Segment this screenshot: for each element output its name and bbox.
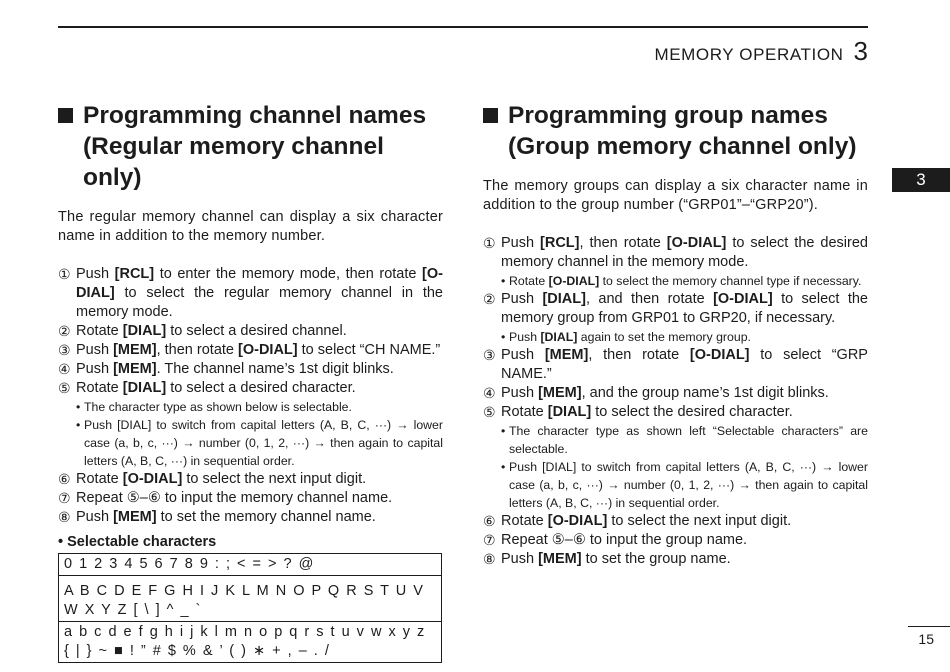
section-title: MEMORY OPERATION — [654, 45, 844, 64]
step-item — [483, 531, 868, 550]
step-list — [58, 265, 443, 527]
square-bullet-icon — [58, 108, 73, 123]
text-run: to select a desired character. — [166, 380, 356, 396]
step-number: ② — [58, 323, 71, 339]
step-item — [483, 290, 868, 328]
bullet-icon: • — [76, 400, 81, 414]
step-item — [483, 384, 868, 403]
step-item — [58, 489, 443, 508]
text-run: Repeat ⑤–⑥ to input the memory channel name. — [76, 490, 393, 506]
button-label: [O-DIAL] — [689, 347, 750, 363]
square-bullet-icon — [483, 108, 498, 123]
step-number: ① — [58, 266, 71, 282]
sub-note-text — [509, 272, 868, 290]
text-run: , then rotate — [588, 347, 690, 363]
text-run: Push — [76, 342, 114, 358]
text-run: to select the next input digit. — [182, 471, 367, 487]
text-run: to set the memory channel name. — [156, 509, 376, 525]
selectable-characters-title: • Selectable characters — [58, 534, 217, 550]
step-text — [76, 341, 443, 360]
button-label: [MEM] — [113, 342, 157, 358]
button-label: [O-DIAL] — [666, 235, 727, 251]
sub-note — [483, 422, 868, 458]
selectable-characters-table — [58, 553, 442, 663]
bullet-icon: • — [501, 460, 506, 474]
step-text — [501, 531, 868, 550]
step-list — [483, 234, 868, 569]
step-number: ⑤ — [483, 404, 496, 420]
button-label: [DIAL] — [542, 291, 586, 307]
button-label: [MEM] — [544, 347, 589, 363]
step-number: ⑤ — [58, 380, 71, 396]
text-run: to select the desired memory channel in the memory mode. — [501, 235, 868, 270]
step-number: ① — [483, 235, 496, 251]
step-item — [58, 265, 443, 322]
sub-note — [483, 272, 868, 290]
step-text — [76, 508, 443, 527]
button-label: [DIAL] — [122, 380, 167, 396]
button-label: [MEM] — [113, 509, 157, 525]
section-heading — [58, 100, 443, 193]
step-number: ⑧ — [58, 509, 71, 525]
button-label: [O-DIAL] — [548, 274, 600, 288]
step-text — [501, 234, 868, 272]
step-item — [483, 512, 868, 531]
step-item — [483, 234, 868, 272]
step-text — [76, 360, 443, 379]
step-number: ② — [483, 291, 496, 307]
text-run: Push — [509, 330, 541, 344]
lowercase-symbols-row: a b c d e f g h i j k l m n o p q r s t u v w x y z { | } ~ ■ ! ” # $ % & ’ ( ) ∗ + , – . / — [59, 621, 441, 662]
text-run: , then rotate — [579, 235, 667, 251]
sub-note — [483, 328, 868, 346]
step-text — [501, 550, 868, 569]
button-label: [RCL] — [114, 266, 155, 282]
bullet-icon: • — [76, 418, 81, 432]
button-label: [DIAL] — [547, 404, 592, 420]
step-item — [58, 508, 443, 527]
text-run: , then rotate — [156, 342, 239, 358]
step-number: ③ — [58, 342, 71, 358]
step-item — [483, 550, 868, 569]
text-run: again to set the memory group. — [577, 330, 751, 344]
text-run: to set the group name. — [581, 551, 731, 567]
step-number: ④ — [483, 385, 496, 401]
step-text — [76, 470, 443, 489]
heading-line-1: Programming group names — [508, 102, 828, 129]
step-item — [483, 403, 868, 422]
sub-note-text — [509, 328, 868, 346]
intro-paragraph: The regular memory channel can display a six character name in addition to the memory number. — [58, 209, 443, 244]
sub-note-text — [509, 458, 868, 512]
text-run: Rotate — [501, 404, 548, 420]
bullet-icon: • — [501, 424, 506, 438]
text-run: Repeat ⑤–⑥ to input the group name. — [501, 532, 748, 548]
heading-line-1: Programming channel names — [83, 102, 427, 129]
step-text — [76, 379, 443, 398]
chapter-number: 3 — [853, 36, 868, 66]
button-label: [O-DIAL] — [76, 266, 443, 301]
step-item — [58, 322, 443, 341]
text-run: Push — [501, 235, 541, 251]
text-run: Push — [501, 551, 539, 567]
step-number: ⑧ — [483, 551, 496, 567]
button-label: [DIAL] — [540, 330, 578, 344]
text-run: , and then rotate — [585, 291, 714, 307]
text-run: to enter the memory mode, then rotate — [154, 266, 423, 282]
step-number: ⑦ — [58, 490, 71, 506]
heading-line-2: (Regular memory channel only) — [83, 133, 384, 191]
text-run: to select a desired channel. — [166, 323, 347, 339]
step-text — [501, 512, 868, 531]
text-run: Push [DIAL] to switch from capital letters (A, B, C, ···) → lower case (a, b, c, ···) → number (0, 1, 2, ···) → then again to capital letters (A, B, C, ···) in sequential order. — [509, 460, 868, 510]
text-run: Rotate — [509, 274, 549, 288]
text-run: Push — [76, 361, 114, 377]
text-run: Push — [76, 266, 115, 282]
button-label: [DIAL] — [122, 323, 167, 339]
group-names-section — [483, 100, 868, 569]
text-run: Push — [501, 385, 539, 401]
step-text — [501, 346, 868, 384]
digits-row: 0 1 2 3 4 5 6 7 8 9 : ; < = > ? @ — [64, 556, 315, 572]
bullet-icon: • — [501, 274, 506, 288]
step-text — [501, 384, 868, 403]
text-run: Push — [501, 291, 543, 307]
button-label: [O-DIAL] — [238, 342, 298, 358]
text-run: to select the memory group from GRP01 to GRP20, if necessary. — [501, 291, 868, 326]
step-number: ⑦ — [483, 532, 496, 548]
step-number: ③ — [483, 347, 496, 363]
text-run: to select “CH NAME.” — [297, 342, 441, 358]
text-run: , and the group name’s 1st digit blinks. — [581, 385, 829, 401]
text-run: to select the desired character. — [591, 404, 793, 420]
uppercase-row: A B C D E F G H I J K L M N O P Q R S T U V W X Y Z [ \ ] ^ _ ` — [59, 575, 441, 621]
text-run: Rotate — [501, 513, 548, 529]
top-rule — [58, 26, 868, 28]
sub-note-text — [84, 398, 443, 416]
step-item — [58, 470, 443, 489]
text-run: to select the next input digit. — [607, 513, 792, 529]
text-run: to select the regular memory channel in the memory mode. — [76, 285, 443, 320]
sub-note-text — [509, 422, 868, 458]
bullet-icon: • — [501, 330, 506, 344]
text-run: to select the memory channel type if necessary. — [599, 274, 862, 288]
step-text — [501, 403, 868, 422]
button-label: [O-DIAL] — [547, 513, 608, 529]
text-run: The character type as shown left “Selectable characters” are selectable. — [509, 424, 868, 456]
step-item — [483, 346, 868, 384]
sub-note — [58, 416, 443, 470]
section-heading — [483, 100, 868, 162]
step-item — [58, 341, 443, 360]
sub-note — [58, 398, 443, 416]
step-text — [76, 265, 443, 322]
channel-names-section — [58, 100, 443, 663]
chapter-tab: 3 — [892, 168, 950, 192]
step-text — [76, 322, 443, 341]
step-item — [58, 360, 443, 379]
running-header — [654, 36, 868, 67]
step-text — [76, 489, 443, 508]
text-run: . The channel name’s 1st digit blinks. — [156, 361, 394, 377]
button-label: [RCL] — [540, 235, 580, 251]
button-label: [MEM] — [538, 551, 582, 567]
sub-note-text — [84, 416, 443, 470]
bottom-rule — [908, 626, 950, 627]
sub-note — [483, 458, 868, 512]
step-number: ⑥ — [58, 471, 71, 487]
heading-line-2: (Group memory channel only) — [508, 133, 857, 160]
button-label: [MEM] — [538, 385, 582, 401]
button-label: [O-DIAL] — [122, 471, 183, 487]
text-run: The character type as shown below is selectable. — [84, 400, 352, 414]
step-number: ⑥ — [483, 513, 496, 529]
text-run: Rotate — [76, 471, 123, 487]
text-run: Push — [76, 509, 114, 525]
text-run: Rotate — [76, 380, 123, 396]
button-label: [O-DIAL] — [713, 291, 773, 307]
text-run: to select “GRP NAME.” — [501, 347, 868, 382]
text-run: Rotate — [76, 323, 123, 339]
step-text — [501, 290, 868, 328]
step-item — [58, 379, 443, 398]
text-run: Push [DIAL] to switch from capital letters (A, B, C, ···) → lower case (a, b, c, ···) → number (0, 1, 2, ···) → then again to capital letters (A, B, C, ···) in sequential order. — [84, 418, 443, 468]
button-label: [MEM] — [113, 361, 157, 377]
text-run: Push — [501, 347, 545, 363]
intro-paragraph: The memory groups can display a six character name in addition to the group number (“GRP01”–“GRP20”). — [483, 178, 868, 213]
page-number: 15 — [918, 631, 934, 647]
step-number: ④ — [58, 361, 71, 377]
